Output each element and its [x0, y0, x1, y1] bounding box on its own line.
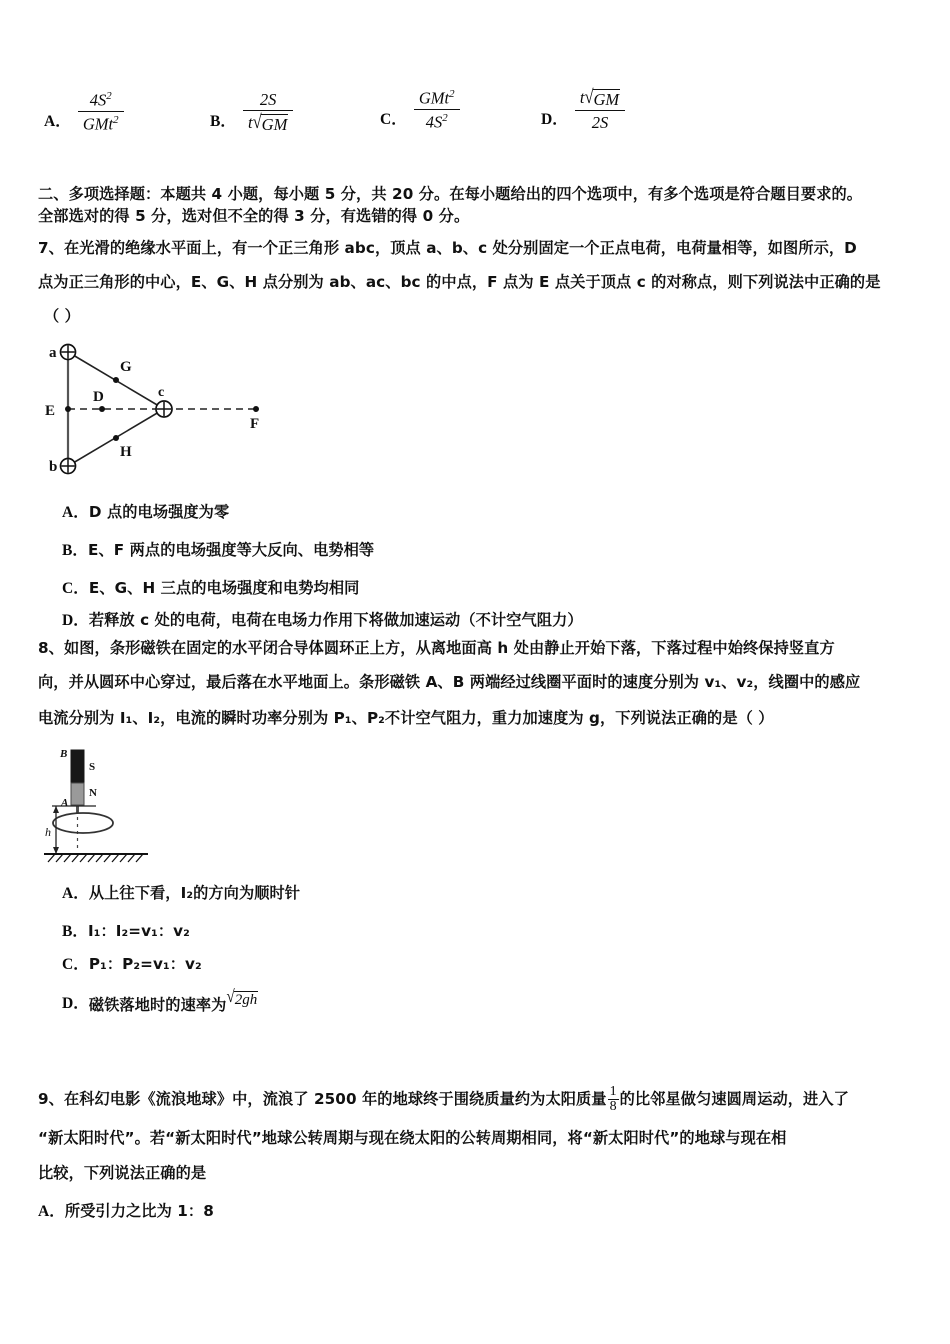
formula-c: $\frac{GMt^2}{4S^2}$ [414, 88, 460, 132]
option-text: 若释放 c 处的电荷，电荷在电场力作用下将做加速运动（不计空气阻力） [88, 611, 583, 629]
label-magnet-a: A [61, 797, 69, 809]
option-text: 从上往下看，I₂的方向为顺时针 [88, 884, 301, 902]
option-label: A． [62, 885, 89, 902]
question8-stem-line1: 8、如图，条形磁铁在固定的水平闭合导体圆环正上方，从离地面高 h 处由静止开始下落，下落过程中始终保持竖直方 [38, 639, 835, 657]
question7-stem-line3: （ ） [44, 307, 80, 325]
conducting-ring [53, 813, 113, 833]
formula-a: $\frac{4S^2}{GMt^2}$ [78, 90, 124, 134]
option-label: C． [62, 580, 89, 597]
question8-option-b[interactable] [62, 919, 190, 941]
label-d: D [93, 389, 104, 405]
question9-stem-line1 [38, 1085, 849, 1114]
option-label: D． [62, 612, 89, 629]
top-option-d[interactable] [541, 85, 625, 133]
fraction-one-eighth [608, 1085, 619, 1114]
label-a: a [49, 345, 57, 361]
top-option-a[interactable] [44, 90, 124, 134]
question9-stem-line2: “新太阳时代”。若“新太阳时代”地球公转周期与现在绕太阳的公转周期相同，将“新太阳时代”的地球与现在相 [38, 1129, 787, 1147]
point-f-dot [253, 406, 259, 412]
question7-stem-line2: 点为正三角形的中心，E、G、H 点分别为 ab、ac、bc 的中点，F 点为 E 点关于顶点 c 的对称点，则下列说法中正确的是 [38, 273, 881, 291]
label-f: F [250, 416, 260, 432]
question8-option-d[interactable] [62, 987, 258, 1014]
ground-hatching [48, 854, 143, 862]
charge-b [61, 459, 76, 474]
top-option-b[interactable] [210, 90, 293, 135]
height-arrow-up [53, 806, 59, 813]
question9-stem-part-a: 9、在科幻电影《流浪地球》中，流浪了 2500 年的地球终于围绕质量约为太阳质量 [38, 1090, 607, 1109]
option-text: I₁：I₂=v₁：v₂ [88, 922, 190, 940]
question9-stem-line3: 比较，下列说法正确的是 [38, 1164, 207, 1182]
formula-b: 2S t √ GM [243, 90, 293, 135]
point-d-dot [99, 406, 105, 412]
label-g: G [120, 359, 132, 375]
label-south-pole: S [89, 761, 96, 773]
question8-stem-line3: 电流分别为 I₁、I₂，电流的瞬时功率分别为 P₁、P₂不计空气阻力，重力加速度为 g，下列说法正确的是（ ） [38, 709, 774, 727]
option-text: 所受引力之比为 1：8 [64, 1202, 214, 1220]
section-heading-line1: 二、多项选择题：本题共 4 小题，每小题 5 分，共 20 分。在每小题给出的四个选项中，有多个选项是符合题目要求的。 [38, 185, 863, 203]
option-label: B． [62, 923, 88, 940]
question8-option-a[interactable] [62, 881, 300, 903]
question7-option-a[interactable] [62, 500, 229, 522]
option-label: D． [62, 995, 89, 1012]
option-label-b: B． [210, 113, 236, 131]
option-label-a: A． [44, 112, 71, 130]
question7-figure [40, 334, 280, 486]
label-magnet-b: B [60, 748, 68, 760]
option-text: E、F 两点的电场强度等大反向、电势相等 [88, 541, 375, 559]
option-label: A． [62, 504, 89, 521]
triangle-charges-svg [40, 334, 280, 486]
option-text: D 点的电场强度为零 [88, 503, 230, 521]
option-label-c: C． [380, 110, 407, 128]
option-label: A． [38, 1203, 65, 1220]
question9-option-a[interactable] [38, 1199, 214, 1221]
question7-option-b[interactable] [62, 538, 374, 560]
option-label-d: D． [541, 111, 568, 129]
magnet-south-pole [71, 750, 84, 783]
sqrt-2gh: √ 2gh [226, 987, 258, 1008]
question9-stem-part-b: 的比邻星做匀速圆周运动，进入了 [619, 1090, 849, 1109]
label-height-h: h [45, 825, 51, 839]
question7-stem-line1: 7、在光滑的绝缘水平面上，有一个正三角形 abc，顶点 a、b、c 处分别固定一个正点电荷，电荷量相等，如图所示，D [38, 239, 857, 257]
option-text: 磁铁落地时的速率为 [88, 995, 227, 1014]
point-e-dot [65, 406, 71, 412]
option-label: C． [62, 956, 89, 973]
label-north-pole: N [89, 787, 97, 799]
charge-c [156, 401, 172, 417]
option-label: B． [62, 542, 88, 559]
label-b: b [49, 459, 58, 475]
fraction-numerator: 1 [609, 1084, 617, 1099]
formula-d: t √ GM 2S [575, 88, 625, 133]
top-option-c[interactable] [380, 88, 460, 132]
label-c: c [158, 385, 165, 400]
option-text: E、G、H 三点的电场强度和电势均相同 [88, 579, 360, 597]
point-g-dot [113, 377, 119, 383]
label-h: H [120, 444, 132, 460]
magnet-north-pole [71, 783, 84, 805]
question7-option-c[interactable] [62, 576, 359, 598]
height-arrow-down [53, 847, 59, 854]
magnet-coil-svg [36, 744, 188, 872]
fraction-denominator: 8 [609, 1098, 617, 1114]
section-heading-line2: 全部选对的得 5 分，选对但不全的得 3 分，有选错的得 0 分。 [38, 207, 470, 225]
option-text: P₁：P₂=v₁：v₂ [88, 955, 202, 973]
point-h-dot [113, 435, 119, 441]
question8-option-c[interactable] [62, 952, 202, 974]
question7-option-d[interactable] [62, 608, 583, 630]
label-e: E [45, 403, 56, 419]
top-formula-options [0, 86, 950, 158]
question8-figure [36, 744, 188, 872]
charge-a [61, 345, 76, 360]
question8-stem-line2: 向，并从圆环中心穿过，最后落在水平地面上。条形磁铁 A、B 两端经过线圈平面时的速度分别为 v₁、v₂，线圈中的感应 [38, 673, 861, 691]
